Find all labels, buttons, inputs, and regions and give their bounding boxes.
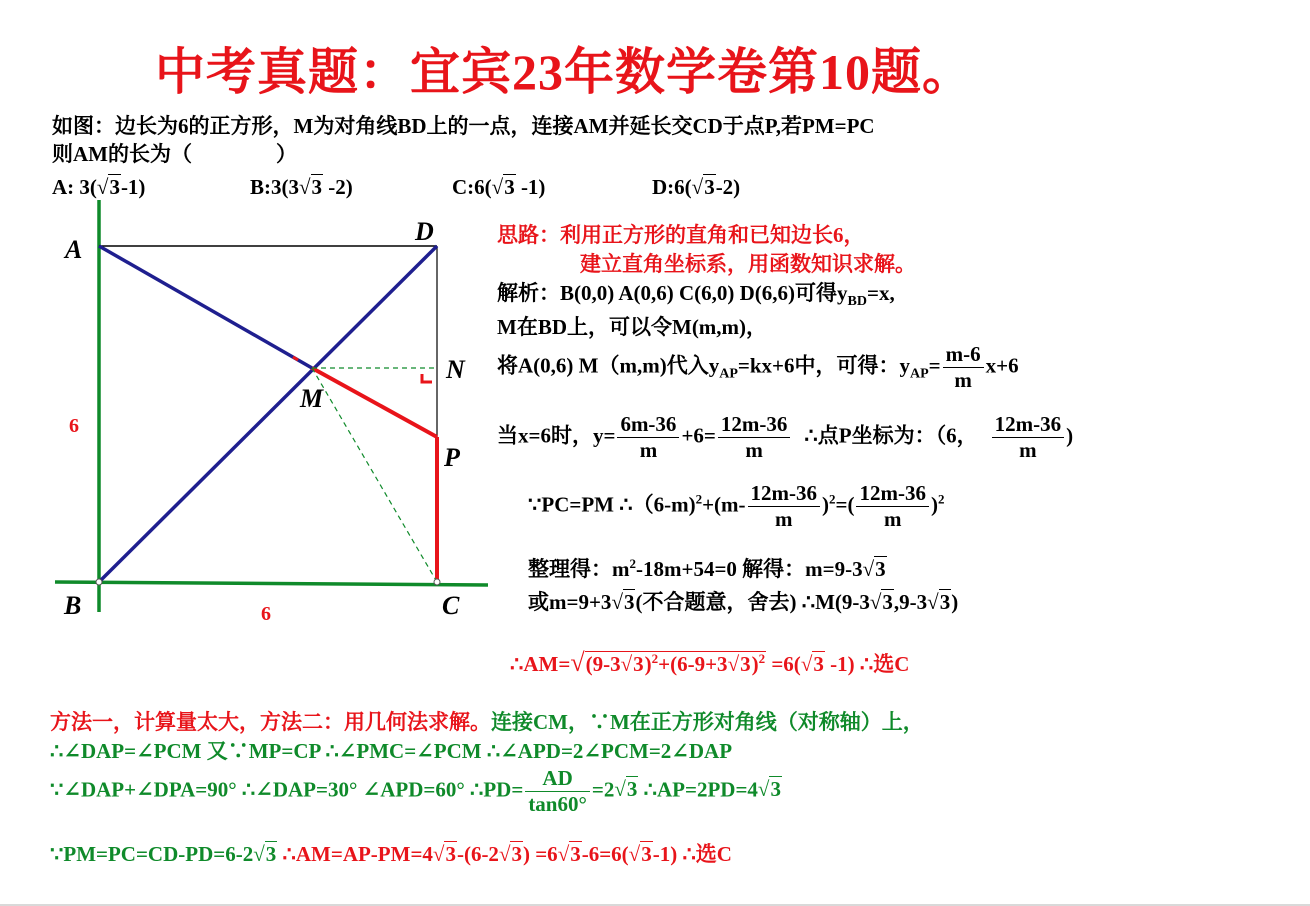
x-axis <box>55 582 488 585</box>
square-figure <box>40 195 500 635</box>
option-a: A: 3(√ 3-1) <box>52 175 145 200</box>
label-p: P <box>444 443 460 472</box>
solution-line-8: ∴AM=√ (9-3√ 3)$^2$+(6-9+3√ 3)$^2$ =6(√ 3 -1) ∴选C <box>510 648 909 678</box>
diagonal-bd <box>99 246 437 582</box>
idea-line-2: 建立直角坐标系，用函数知识求解。 <box>580 252 916 276</box>
segment-mp <box>312 368 437 437</box>
segment-am <box>99 246 312 368</box>
label-b: B <box>64 591 82 620</box>
question-line-1: 如图：边长为6的正方形，M为对角线BD上的一点，连接AM并延长交CD于点P,若PM=PC <box>52 114 875 138</box>
method2-line-4: ∵PM=PC=CD-PD=6-2√ 3 ∴AM=AP-PM=4√ 3-(6-2√ 3) =6√ 3-6=6(√ 3-1) ∴选C <box>50 838 732 868</box>
side-length-bottom: 6 <box>261 603 271 625</box>
solution-line-6: 整理得：$m^2-18m+54=0$ 解得：m=9-3√ 3 <box>528 553 887 583</box>
question-line-2: 则AM的长为（ ） <box>52 142 297 166</box>
idea-line-1: 思路：利用正方形的直角和已知边长6， <box>497 223 865 247</box>
solution-line-4: 当x=6时，y= $\frac{6m-36}{m}$ +6= $\frac{12m-36}{m}$ ∴点P坐标为：（6， $\frac{12m-36}{m}$ ) <box>497 412 1074 462</box>
method2-line-3: ∵∠DAP+∠DPA=90° ∴∠DAP=30° ∠APD=60° ∴PD= $\frac{AD}{\tan 60^\circ}$ =2√ 3 ∴AP=2PD=4√ 3 <box>50 766 782 817</box>
label-a: A <box>65 235 83 264</box>
right-angle-mark <box>422 374 432 382</box>
side-length-left: 6 <box>69 415 79 437</box>
option-b: B:3(3√ 3 -2) <box>250 175 353 200</box>
method2-line-2: ∴∠DAP=∠PCM 又∵MP=CP ∴∠PMC=∠PCM ∴∠APD=2∠PCM=2∠DAP <box>50 739 733 763</box>
point-c-dot <box>434 579 440 585</box>
solution-line-5: ∵PC=PM ∴（6-m)$^2$+(m- $\frac{12m-36}{m}$ )$^2$=( $\frac{12m-36}{m}$ )$^2$ <box>528 481 945 531</box>
point-b-dot <box>96 579 102 585</box>
method2-line-1: 方法一，计算量太大，方法二：用几何法求解。连接CM，∵M在正方形对角线（对称轴）上， <box>50 710 924 734</box>
label-m: M <box>300 384 324 413</box>
page-title: 中考真题：宜宾23年数学卷第10题。 <box>155 44 973 100</box>
label-d: D <box>415 217 434 246</box>
label-c: C <box>442 591 460 620</box>
solution-line-1: 解析：B(0,0) A(0,6) C(6,0) D(6,6)可得$y_{BD}=x$, <box>497 281 895 310</box>
solution-line-2: M在BD上，可以令M(m,m)， <box>497 315 768 339</box>
label-n: N <box>446 355 465 384</box>
option-d: D:6(√ 3-2) <box>652 175 740 200</box>
solution-line-7: 或m=9+3√ 3(不合题意，舍去) ∴M(9-3√ 3,9-3√ 3) <box>528 586 958 616</box>
option-c: C:6(√ 3 -1) <box>452 175 545 200</box>
solution-line-3: 将A(0,6) M（m,m)代入$y_{AP}=kx+6$中，可得：$y_{AP}=$ $\frac{m-6}{m}$ x+6 <box>497 342 1019 392</box>
dashed-mc <box>312 368 437 582</box>
